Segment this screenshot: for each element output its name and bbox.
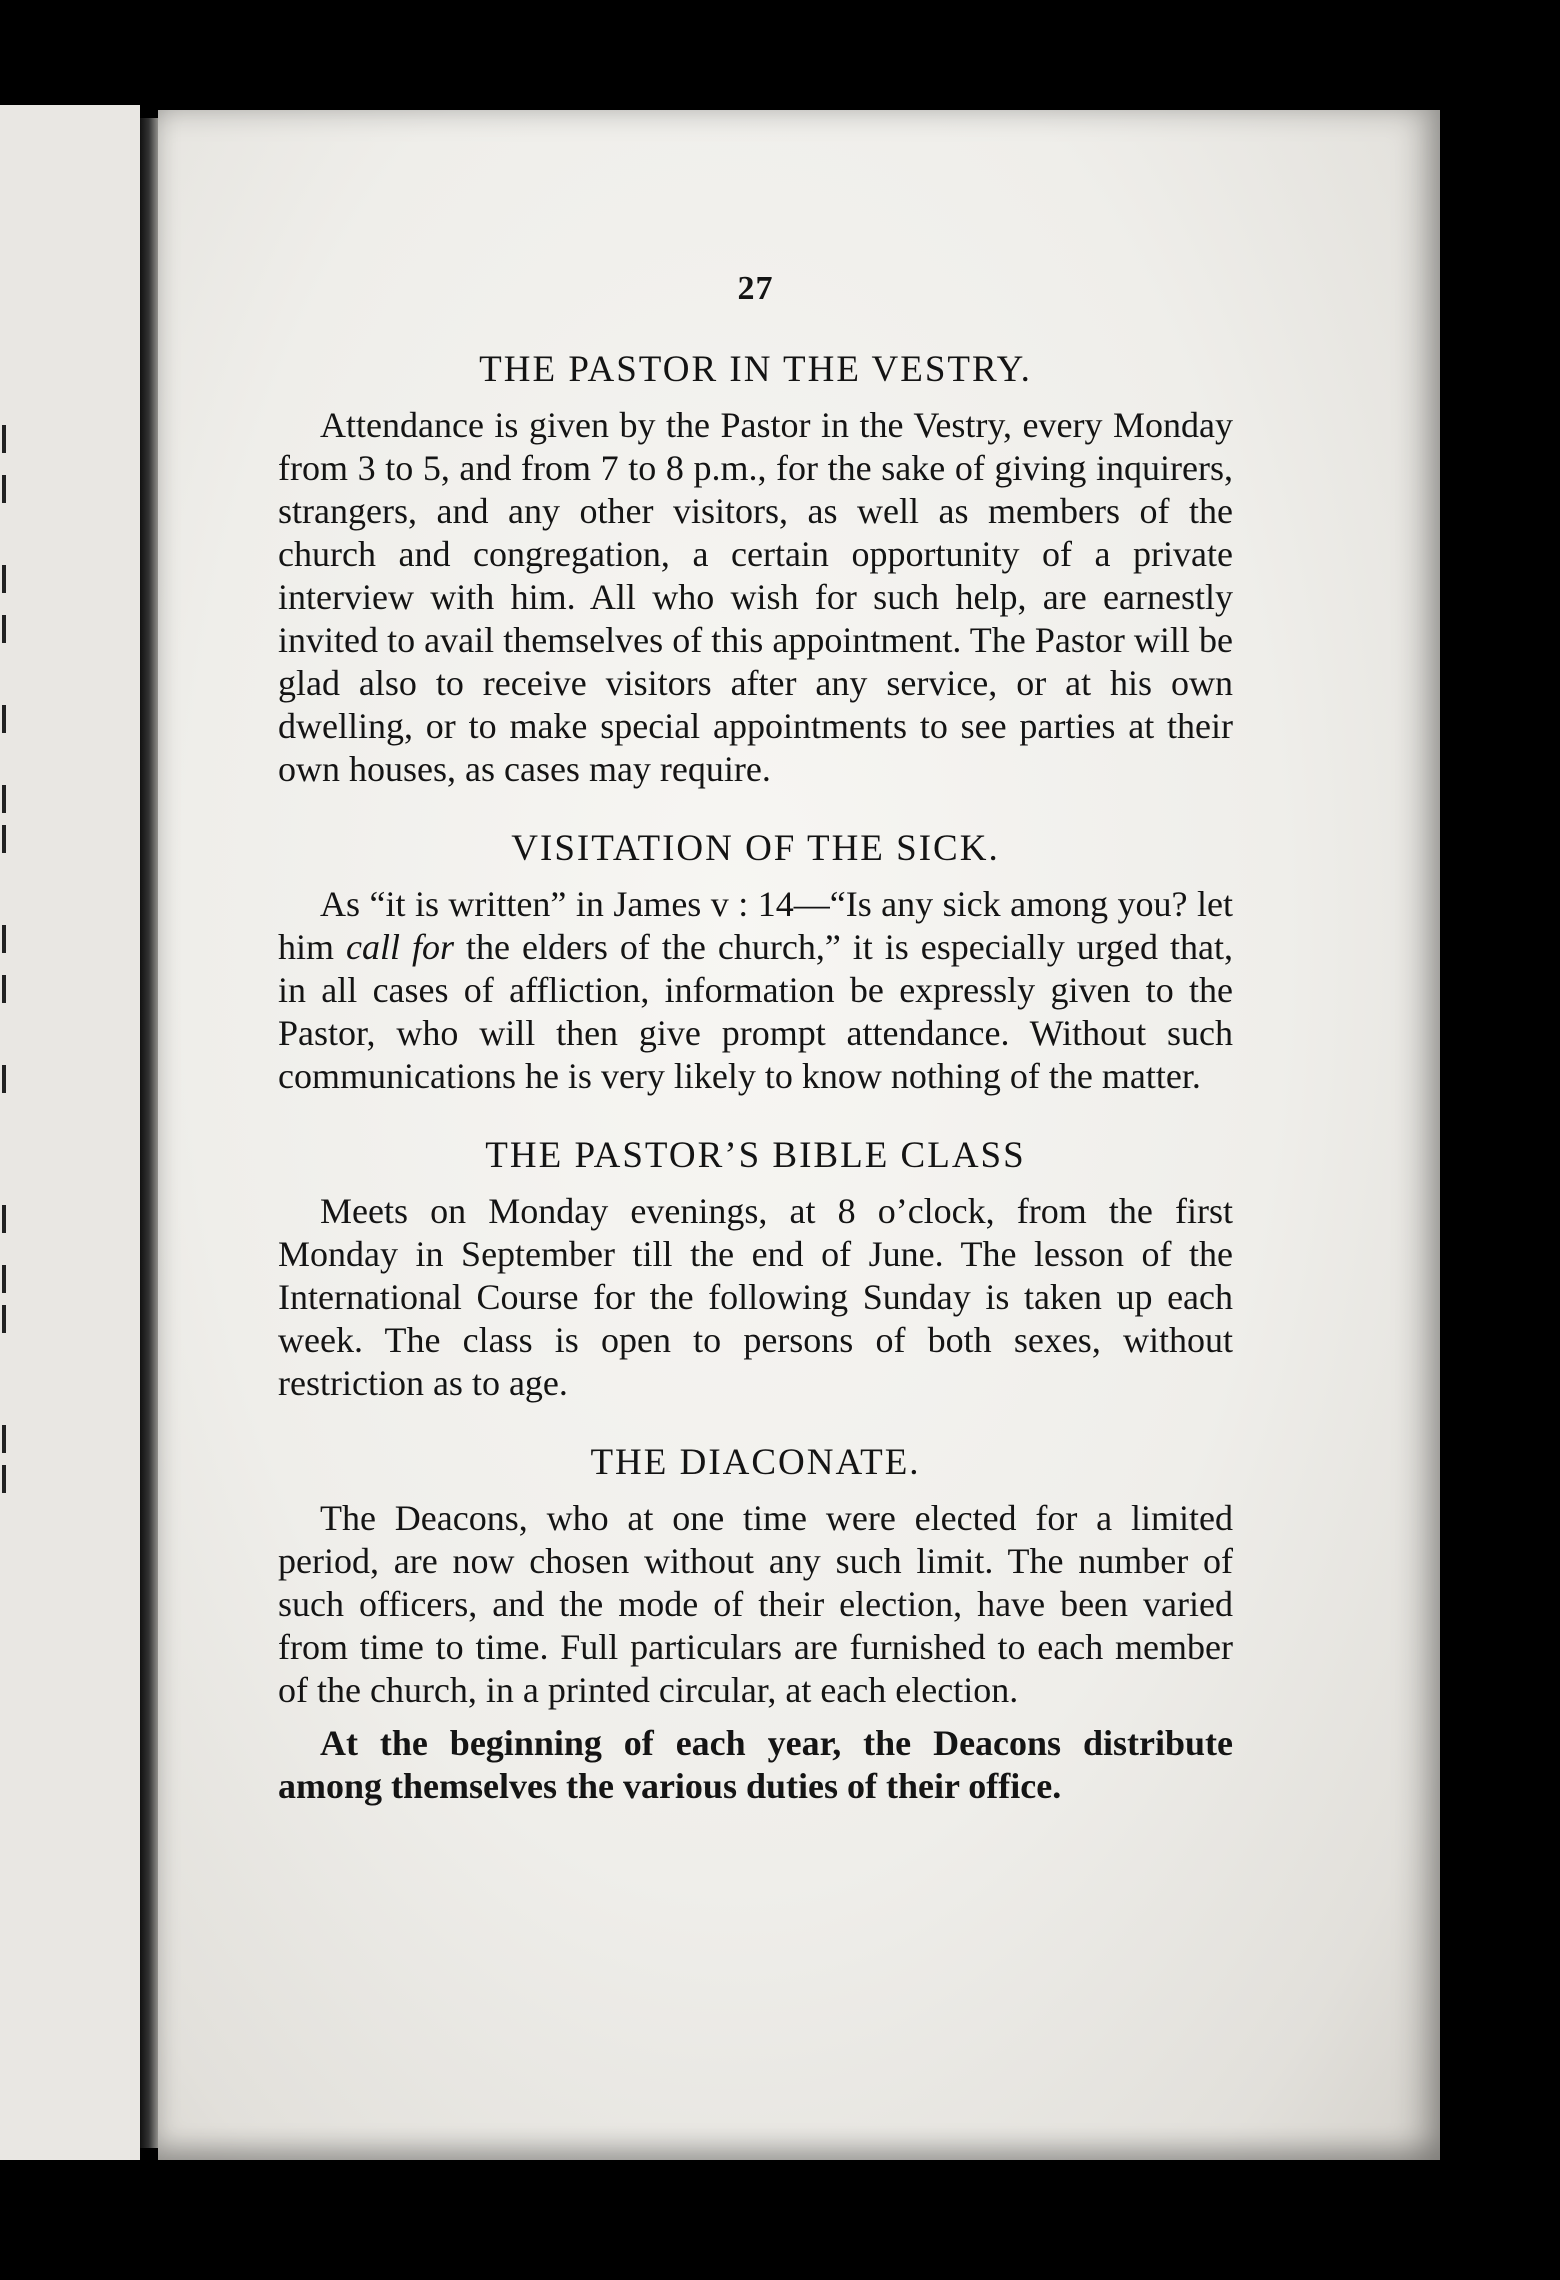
heading-bible-class: THE PASTOR’S BIBLE CLASS bbox=[485, 1135, 1026, 1176]
facing-page-letter-fragment bbox=[2, 925, 18, 953]
facing-page-letter-fragment bbox=[2, 1205, 18, 1233]
book-page bbox=[158, 110, 1440, 2160]
facing-page-letter-fragment bbox=[2, 1305, 18, 1333]
facing-page-letter-fragment bbox=[2, 615, 18, 643]
facing-page-letter-fragment bbox=[2, 1425, 18, 1453]
page-content bbox=[278, 270, 1233, 1808]
facing-page-letter-fragment bbox=[2, 785, 18, 813]
paragraph-diaconate-2: At the beginning of each year, the Deacons distribute among themselves the various duties of their office. bbox=[278, 1723, 1233, 1806]
paragraph-diaconate-1: The Deacons, who at one time were elected for a limited period, are now chosen without any such limit. The number of such officers, and the mode of their election, have been varied from time to time. Full particulars are furnished to each member of the church, in a printed circular, at each election. bbox=[278, 1498, 1233, 1710]
visitation-text-part-1: As “it is written” in James v : 14—“Is any sick among you? let him bbox=[278, 884, 1233, 967]
facing-page-letter-fragment bbox=[2, 705, 18, 733]
heading-visitation-of-sick: VISITATION OF THE SICK. bbox=[511, 828, 1000, 869]
facing-page-letter-fragment bbox=[2, 425, 18, 453]
paragraph-visitation-of-sick bbox=[278, 883, 1233, 1098]
visitation-italic-phrase: call for bbox=[346, 927, 454, 967]
facing-page-letter-fragment bbox=[2, 975, 18, 1003]
paragraph-pastor-in-vestry: Attendance is given by the Pastor in the Vestry, every Monday from 3 to 5, and from 7 to 8 p.m., for the sake of giving inquirers, strangers, and any other visitors, as well as members of the church and congregation, a certain opportunity of a private interview with him. All who wish for such help, are earnestly invited to avail themselves of this appointment. The Pastor will be glad also to receive visitors after any service, or at his own dwelling, or to make special appointments to see parties at their own houses, as cases may require. bbox=[278, 405, 1233, 789]
facing-page-edge bbox=[0, 105, 140, 2160]
heading-diaconate: THE DIACONATE. bbox=[590, 1442, 921, 1483]
facing-page-letter-fragment bbox=[2, 825, 18, 853]
facing-page-letter-fragment bbox=[2, 1265, 18, 1293]
facing-page-letter-fragment bbox=[2, 565, 18, 593]
facing-page-letter-fragment bbox=[2, 1065, 18, 1093]
facing-page-letter-fragment bbox=[2, 475, 18, 503]
page-number: 27 bbox=[737, 270, 774, 307]
heading-pastor-in-vestry: THE PASTOR IN THE VESTRY. bbox=[479, 349, 1032, 390]
paragraph-bible-class: Meets on Monday evenings, at 8 o’clock, from the first Monday in September till the end of June. The lesson of the International Course for the following Sunday is taken up each week. The class is open to persons of both sexes, without restriction as to age. bbox=[278, 1191, 1233, 1403]
visitation-text-part-2: the elders of the church,” it is especially urged that, in all cases of affliction, information be expressly given to the Pastor, who will then give prompt attendance. Without such communications he is very likely to know nothing of the matter. bbox=[278, 927, 1233, 1096]
facing-page-letter-fragment bbox=[2, 1465, 18, 1493]
